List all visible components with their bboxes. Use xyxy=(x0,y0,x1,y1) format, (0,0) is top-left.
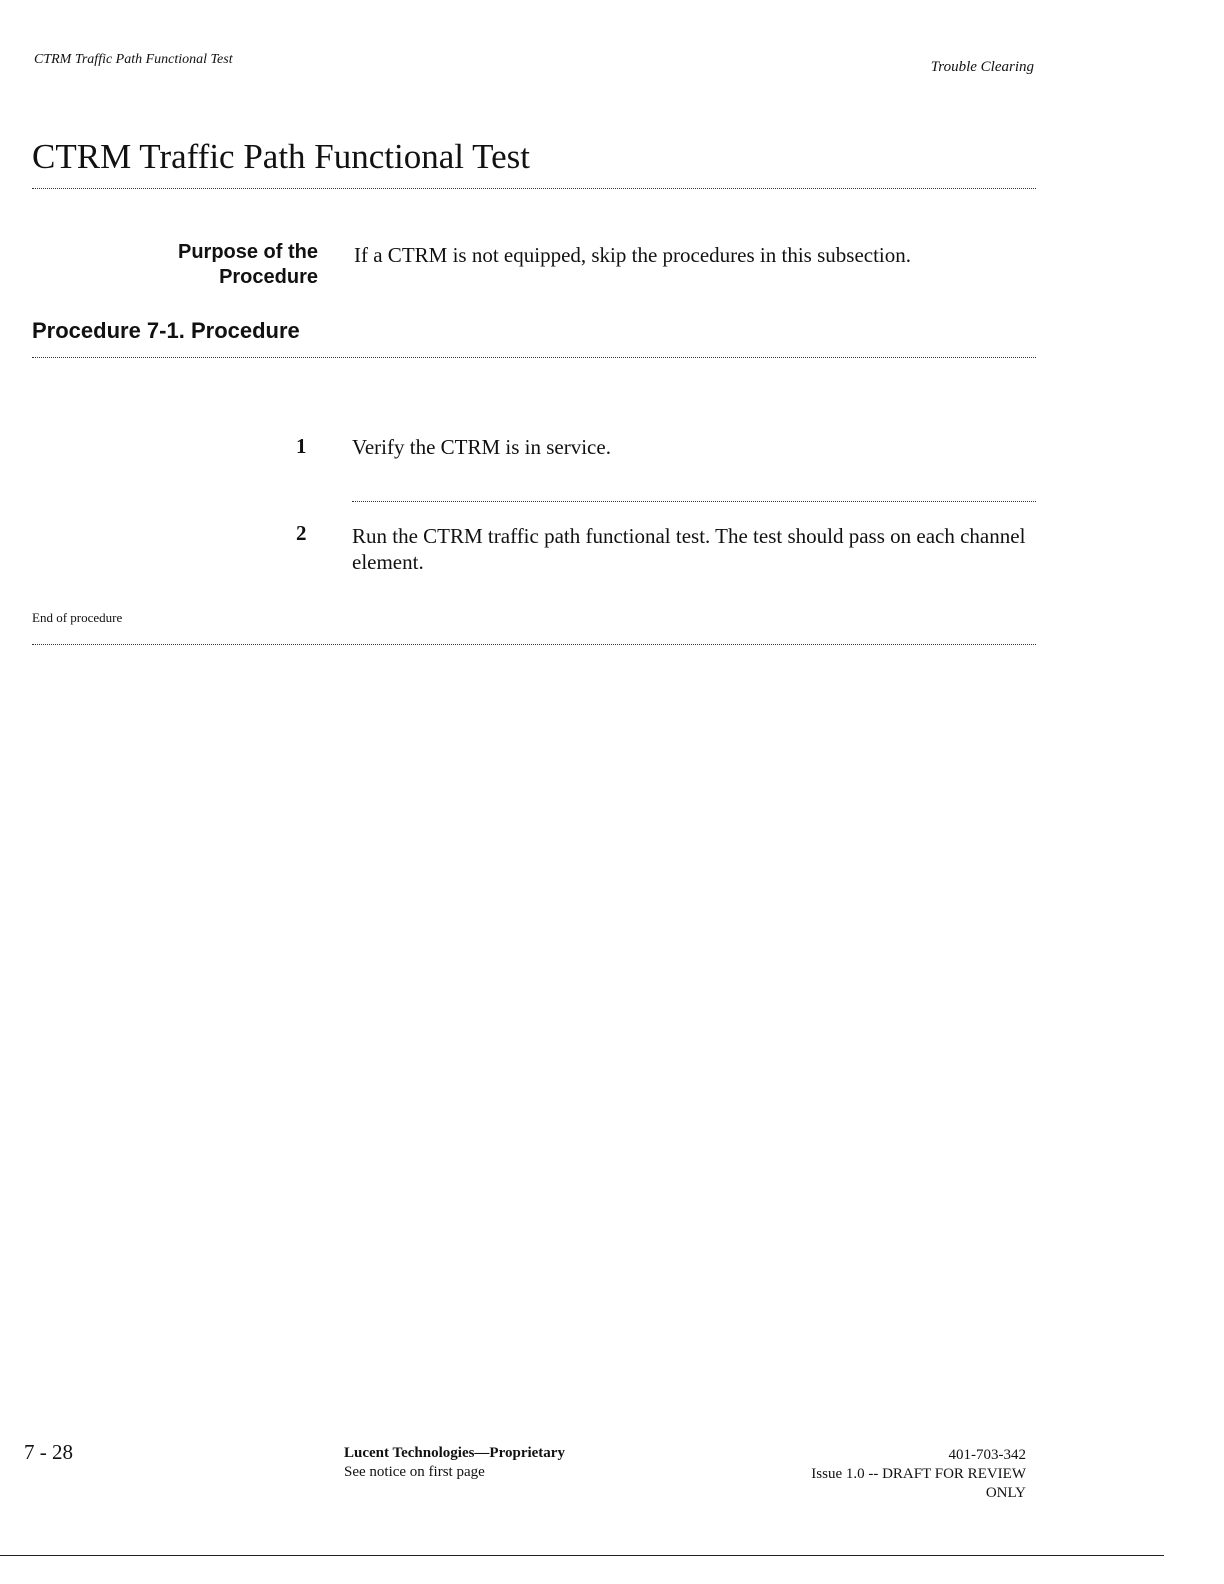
purpose-label-line2: Procedure xyxy=(219,266,318,288)
running-header-right: Trouble Clearing xyxy=(930,59,1034,75)
title-rule xyxy=(32,188,1036,189)
procedure-heading-rule xyxy=(32,357,1036,358)
purpose-label-line1: Purpose of the xyxy=(177,241,318,263)
footer-issue-line1: Issue 1.0 -- DRAFT FOR REVIEW xyxy=(811,1466,1026,1482)
footer-proprietary xyxy=(344,1444,565,1482)
running-header-left: CTRM Traffic Path Functional Test xyxy=(34,52,233,67)
footer-company: Lucent Technologies—Proprietary xyxy=(344,1445,565,1461)
procedure-heading: Procedure 7-1. Procedure xyxy=(32,318,300,343)
footer-page-number: 7 - 28 xyxy=(24,1440,73,1464)
step-separator xyxy=(352,501,1036,502)
end-of-procedure-rule xyxy=(32,644,1036,645)
footer-issue-line2: ONLY xyxy=(985,1485,1026,1501)
page-title: CTRM Traffic Path Functional Test xyxy=(32,137,530,176)
purpose-text: If a CTRM is not equipped, skip the procedures in this subsection. xyxy=(354,243,912,267)
footer-doc-number: 401-703-342 xyxy=(948,1447,1026,1463)
step-text: Run the CTRM traffic path functional test. The test should pass on each channel element. xyxy=(352,524,1026,574)
purpose-label xyxy=(120,240,318,290)
step-text: Verify the CTRM is in service. xyxy=(352,435,611,459)
end-of-procedure: End of procedure xyxy=(32,610,123,625)
bottom-rule xyxy=(0,1555,1164,1556)
footer-doc-info xyxy=(740,1446,1026,1503)
footer-notice: See notice on first page xyxy=(344,1464,485,1480)
step-number: 2 xyxy=(296,521,307,545)
step-number: 1 xyxy=(296,434,307,458)
